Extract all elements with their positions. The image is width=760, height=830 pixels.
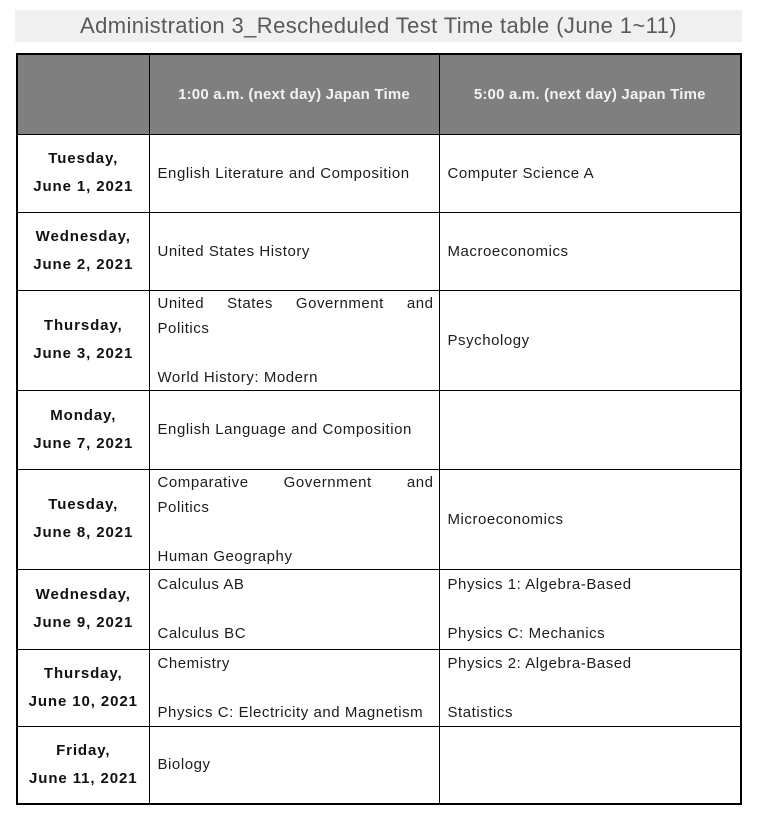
subject-line: Physics C: Mechanics — [447, 625, 606, 642]
subject-cell — [149, 569, 439, 649]
date-line: Wednesday, — [35, 586, 131, 603]
subject — [448, 651, 736, 676]
subject-cell — [439, 134, 741, 212]
subject-line: Calculus BC — [157, 625, 247, 642]
subject-line: Physics 1: Algebra-Based — [447, 576, 632, 593]
page-title: Administration 3_Rescheduled Test Time table (June 1~11) — [15, 10, 742, 42]
subject-cell — [149, 390, 439, 469]
subject-line: Physics 2: Algebra-Based — [447, 654, 632, 672]
subject-line: United States History — [157, 242, 310, 260]
date-cell — [17, 469, 149, 569]
subject-cell — [439, 290, 741, 390]
header-corner-cell — [17, 54, 149, 134]
subject-line: Physics C: Electricity and Magnetism — [157, 703, 424, 721]
table-row — [17, 726, 741, 804]
subject-cell — [149, 649, 439, 726]
date-line: June 10, 2021 — [28, 692, 138, 710]
subject — [158, 752, 434, 777]
subject-line: Human Geography — [157, 547, 293, 565]
subject-line: Macroeconomics — [447, 242, 569, 260]
subject-cell — [149, 134, 439, 212]
table-row — [17, 134, 741, 212]
subject — [448, 700, 736, 725]
date-line: Friday, — [56, 741, 111, 759]
date-cell — [17, 726, 149, 804]
subject — [158, 544, 434, 569]
timetable-body — [17, 134, 741, 804]
subject-cell — [439, 390, 741, 469]
date-line: Thursday, — [43, 664, 123, 682]
subject-cell — [149, 726, 439, 804]
subject-line: Chemistry — [157, 654, 230, 672]
date-cell — [17, 290, 149, 390]
subject-line: Comparative Government and — [157, 473, 434, 491]
date-cell — [17, 212, 149, 290]
subject — [448, 507, 736, 532]
subject — [158, 651, 434, 676]
date-line: Wednesday, — [35, 228, 131, 245]
date-cell — [17, 134, 149, 212]
subject — [158, 365, 434, 390]
subject-line: Computer Science A — [447, 164, 595, 182]
subject — [158, 621, 434, 646]
subject-cell — [439, 726, 741, 804]
date-line: Thursday, — [43, 317, 123, 334]
subject-line: Politics — [157, 498, 210, 516]
subject-cell — [439, 649, 741, 726]
subject-cell — [439, 212, 741, 290]
subject-line: Psychology — [447, 331, 530, 349]
subject — [158, 700, 434, 725]
date-cell — [17, 649, 149, 726]
subject-cell — [439, 469, 741, 569]
subject — [448, 621, 736, 646]
date-line: Tuesday, — [48, 150, 119, 167]
table-row — [17, 649, 741, 726]
subject-line: Politics — [157, 319, 210, 337]
subject — [448, 328, 736, 353]
date-line: June 1, 2021 — [33, 178, 134, 195]
subject — [158, 161, 434, 186]
date-line: June 9, 2021 — [33, 614, 134, 631]
timetable — [16, 53, 742, 805]
subject-cell — [439, 569, 741, 649]
subject — [158, 291, 434, 341]
subject — [158, 239, 434, 264]
subject — [448, 239, 736, 264]
subject-line: English Literature and Composition — [157, 164, 410, 182]
date-cell — [17, 569, 149, 649]
date-line: June 11, 2021 — [29, 769, 138, 787]
subject-line: Calculus AB — [157, 576, 245, 593]
table-row — [17, 290, 741, 390]
header-time-slot-1: 1:00 a.m. (next day) Japan Time — [149, 54, 439, 134]
date-line: June 3, 2021 — [33, 345, 134, 362]
subject — [448, 572, 736, 597]
subject-line: Statistics — [447, 703, 514, 721]
date-line: Tuesday, — [48, 496, 119, 513]
date-line: June 2, 2021 — [33, 256, 134, 273]
subject-line: Biology — [157, 756, 211, 774]
table-row — [17, 569, 741, 649]
date-line: June 7, 2021 — [33, 434, 134, 452]
subject-cell — [149, 290, 439, 390]
subject — [158, 470, 434, 520]
date-line: June 8, 2021 — [33, 524, 134, 541]
subject-line: World History: Modern — [157, 368, 318, 386]
subject — [158, 417, 434, 442]
date-line: Monday, — [50, 406, 117, 424]
subject-cell — [149, 469, 439, 569]
table-row — [17, 212, 741, 290]
subject-line: United States Government and — [157, 294, 434, 312]
date-cell — [17, 390, 149, 469]
table-row — [17, 469, 741, 569]
subject — [448, 161, 736, 186]
header-time-slot-2: 5:00 a.m. (next day) Japan Time — [439, 54, 741, 134]
subject — [158, 572, 434, 597]
table-row — [17, 390, 741, 469]
subject-line: English Language and Composition — [157, 421, 412, 438]
subject-cell — [149, 212, 439, 290]
subject-line: Microeconomics — [447, 510, 564, 528]
header-row — [17, 54, 741, 134]
